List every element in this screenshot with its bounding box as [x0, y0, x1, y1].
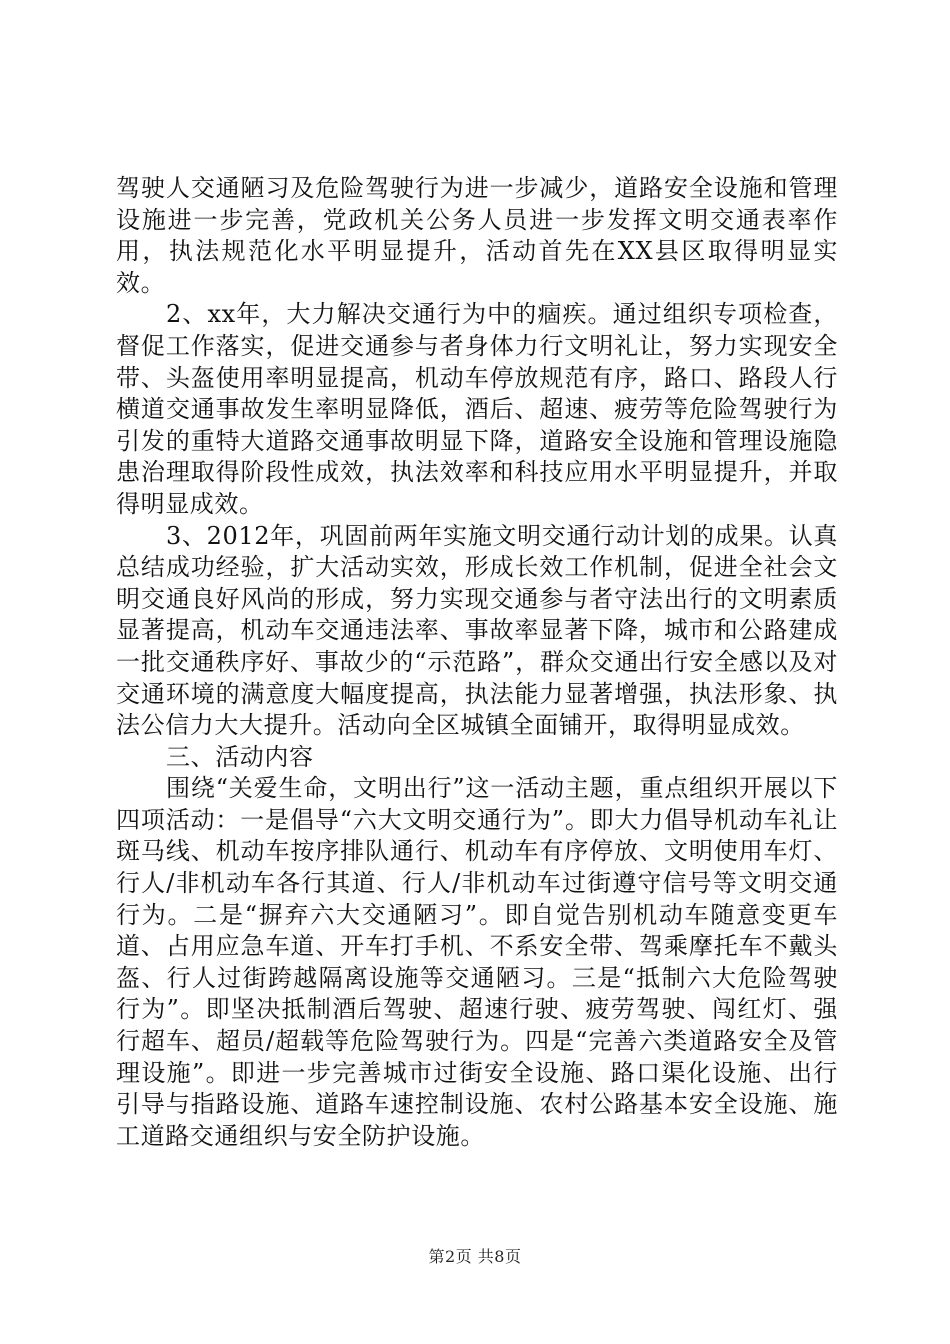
paragraph-activity-content: 围绕“关爱生命，文明出行”这一活动主题，重点组织开展以下四项活动：一是倡导“六大文明交通行为”。即大力倡导机动车礼让斑马线、机动车按序排队通行、机动车有序停放、文明使用车灯、行人/非机动车各行其道、行人/非机动车过街遵守信号等文明交通行为。二是“摒弃六大交通陋习”。即自觉告别机动车随意变更车道、占用应急车道、开车打手机、不系安全带、驾乘摩托车不戴头盔、行人过街跨越隔离设施等交通陋习。三是“抵制六大危险驾驶行为”。即坚决抵制酒后驾驶、超速行驶、疲劳驾驶、闯红灯、强行超车、超员/超载等危险驾驶行为。四是“完善六类道路安全及管理设施”。即进一步完善城市过街安全设施、路口渠化设施、出行引导与指路设施、道路车速控制设施、农村公路基本安全设施、施工道路交通组织与安全防护设施。	[116, 774, 838, 1150]
section-heading-activity-content: 三、活动内容	[166, 742, 314, 771]
paragraph-item-2: 2、xx年，大力解决交通行为中的痼疾。通过组织专项检查，督促工作落实，促进交通参与者身体力行文明礼让，努力实现安全带、头盔使用率明显提高，机动车停放规范有序，路口、路段人行横道交通事故发生率明显降低，酒后、超速、疲劳等危险驾驶行为引发的重特大道路交通事故明显下降，道路安全设施和管理设施隐患治理取得阶段性成效，执法效率和科技应用水平明显提升，并取得明显成效。	[116, 300, 838, 518]
page-footer: 第2页 共8页	[428, 1247, 522, 1266]
document-body	[116, 173, 838, 1152]
paragraph-item-3: 3、2012年，巩固前两年实施文明交通行动计划的成果。认真总结成功经验，扩大活动实效，形成长效工作机制，促进全社会文明交通良好风尚的形成，努力实现交通参与者守法出行的文明素质显著提高，机动车交通违法率、事故率显著下降，城市和公路建成一批交通秩序好、事故少的“示范路”，群众交通出行安全感以及对交通环境的满意度大幅度提高，执法能力显著增强，执法形象、执法公信力大大提升。活动向全区城镇全面铺开，取得明显成效。	[116, 521, 838, 740]
paragraph-continuation: 驾驶人交通陋习及危险驾驶行为进一步减少，道路安全设施和管理设施进一步完善，党政机关公务人员进一步发挥文明交通表率作用，执法规范化水平明显提升，活动首先在XX县区取得明显实效。	[116, 174, 838, 297]
